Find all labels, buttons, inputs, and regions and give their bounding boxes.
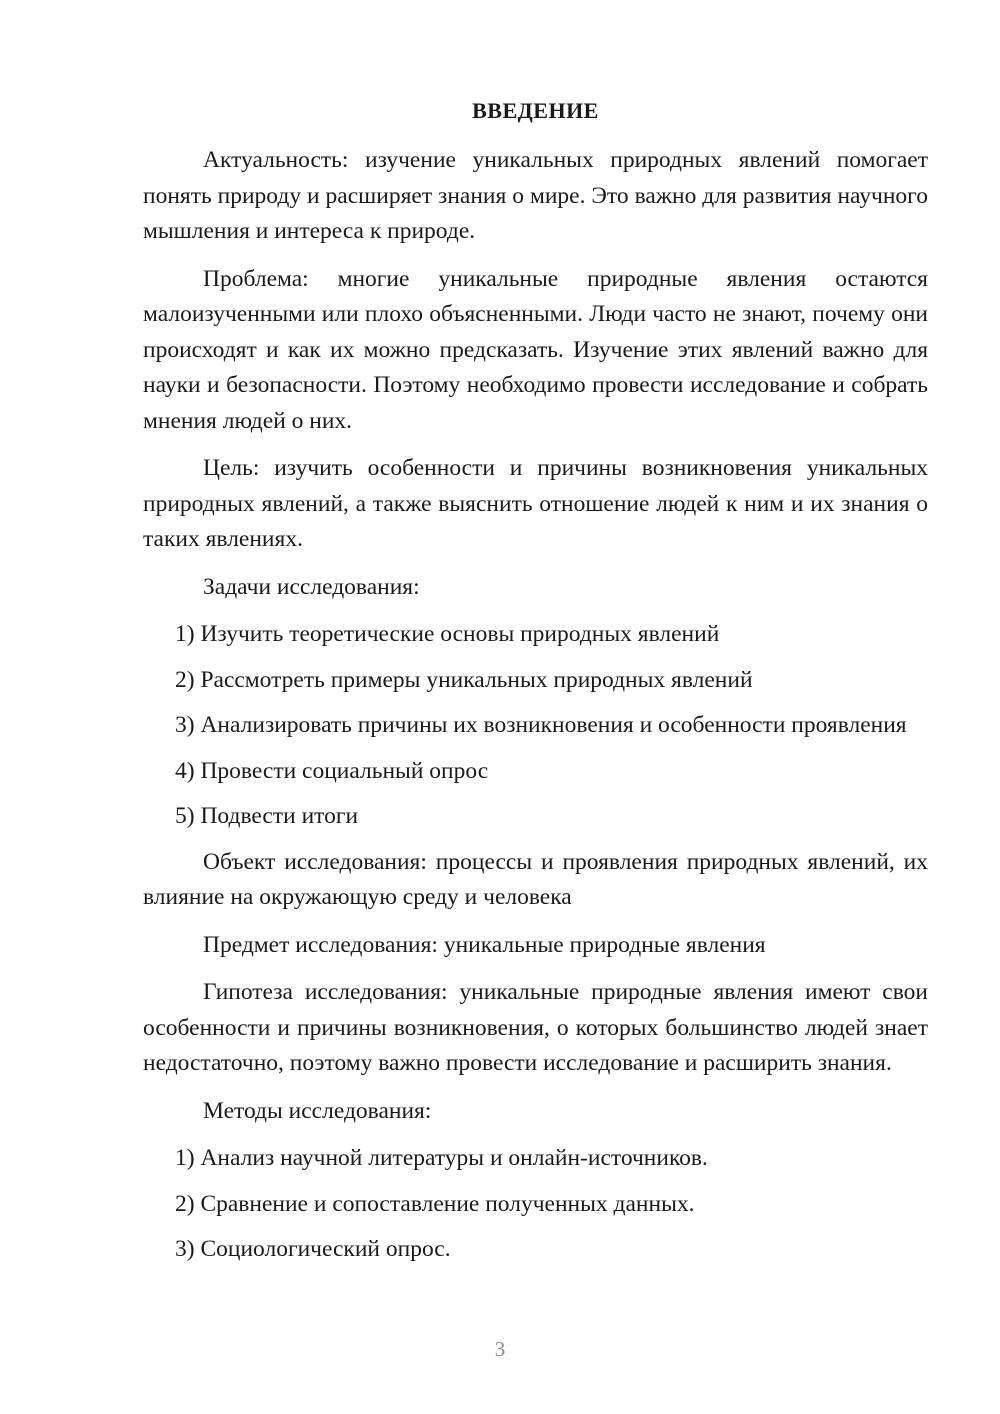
task-item-2: 2) Рассмотреть примеры уникальных природных явлений (175, 666, 753, 693)
method-item-3: 3) Социологический опрос. (175, 1236, 451, 1262)
paragraph-relevance: Актуальность: изучение уникальных природных явлений помогает понять природу и расширяет знания о мире. Это важно для развития научного мышления и интереса к природе. (143, 147, 928, 244)
tasks-heading: Задачи исследования: (203, 573, 420, 600)
methods-heading: Методы исследования: (203, 1097, 432, 1124)
section-title: ВВЕДЕНИЕ (472, 98, 599, 123)
task-item-3: 3) Анализировать причины их возникновения и особенности проявления (175, 712, 907, 738)
task-item-5: 5) Подвести итоги (175, 803, 359, 829)
page-content (143, 95, 928, 1278)
method-item-2: 2) Сравнение и сопоставление полученных данных. (175, 1190, 695, 1217)
paragraph-goal: Цель: изучить особенности и причины возникновения уникальных природных явлений, а также выяснить отношение людей к ним и их знания о таких явлениях. (143, 455, 928, 552)
task-item-4: 4) Провести социальный опрос (175, 757, 489, 784)
page-number: 3 (494, 1337, 506, 1361)
method-item-1: 1) Анализ научной литературы и онлайн-источников. (175, 1145, 708, 1171)
paragraph-problem: Проблема: многие уникальные природные явления остаются малоизученными или плохо объясненными. Люди часто не знают, почему они происходят и как их можно предсказать. Изучение этих явлений важно для науки и безопасности. Поэтому необходимо провести исследование и собрать мнения людей о них. (143, 265, 928, 434)
paragraph-object: Объект исследования: процессы и проявления природных явлений, их влияние на окружающую среду и человека (143, 848, 928, 910)
task-item-1: 1) Изучить теоретические основы природных явлений (175, 621, 720, 647)
paragraph-hypothesis: Гипотеза исследования: уникальные природные явления имеют свои особенности и причины возникновения, о которых большинство людей знает недостаточно, поэтому важно провести исследование и расширить знания. (143, 979, 928, 1076)
paragraph-subject: Предмет исследования: уникальные природные явления (203, 931, 766, 958)
